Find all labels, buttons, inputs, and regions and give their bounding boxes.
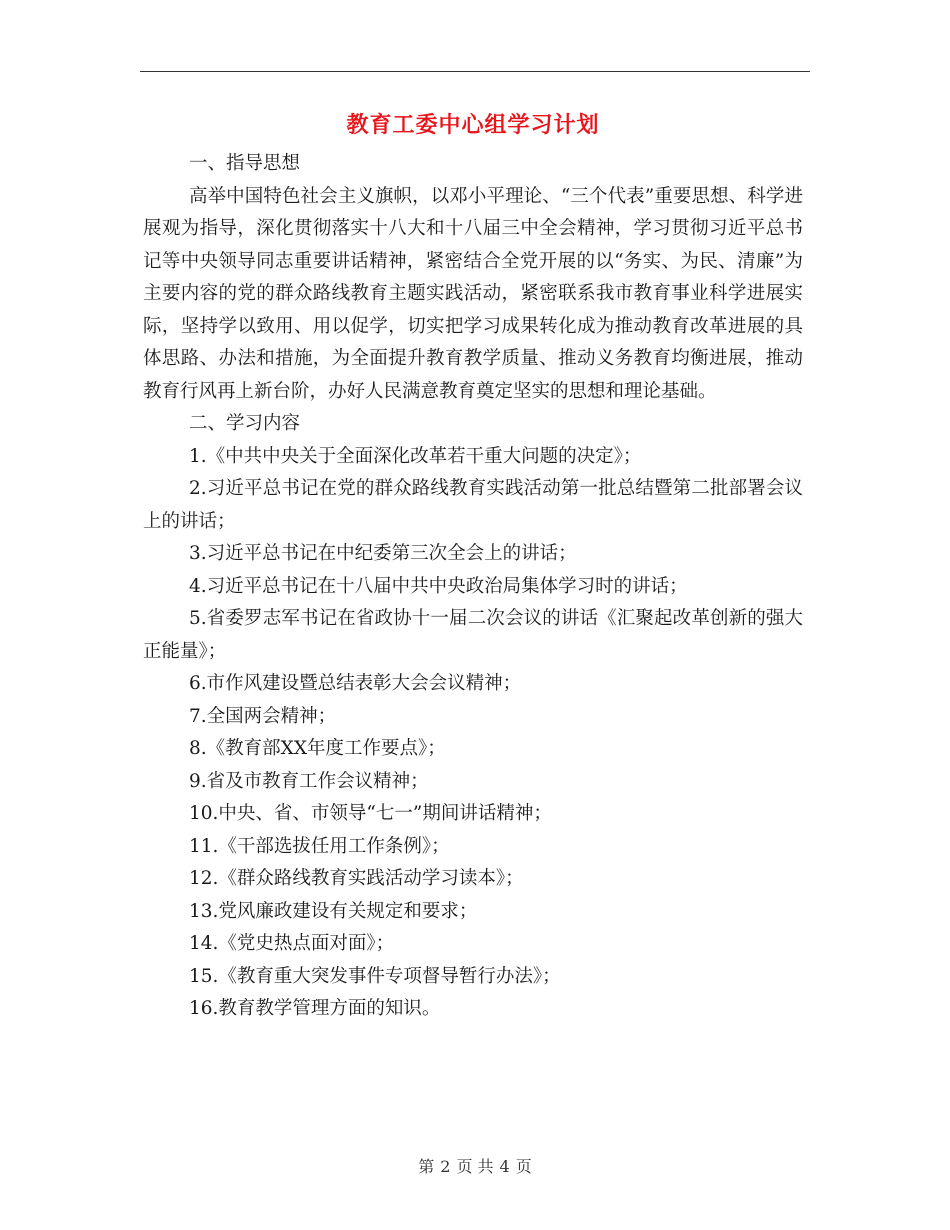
page-footer [0, 1154, 950, 1177]
list-item: 13.党风廉政建设有关规定和要求； [189, 900, 478, 922]
list-item: 12.《群众路线教育实践活动学习读本》； [189, 868, 524, 889]
list-item: 3.习近平总书记在中纪委第三次全会上的讲话； [189, 543, 577, 564]
list-item: 4.习近平总书记在十八届中共中央政治局集体学习时的讲话； [189, 575, 688, 597]
section-body-guiding-ideology: 高举中国特色社会主义旗帜，以邓小平理论、“三个代表”重要思想、科学进展观为指导，深化贯彻落实十八大和十八届三中全会精神，学习贯彻习近平总书记等中央领导同志重要讲话精神，紧密结合全党开展的以“务实、为民、清廉”为主要内容的党的群众路线教育主题实践活动，紧密联系我市教育事业科学进展实际，坚持学以致用、用以促学，切实把学习成果转化成为推动教育改革进展的具体思路、办法和措施，为全面提升教育教学质量、推动义务教育均衡进展，推动教育行风再上新台阶，办好人民满意教育奠定坚实的思想和理论基础。 [143, 185, 803, 402]
list-item: 15.《教育重大突发事件专项督导暂行办法》； [189, 965, 561, 987]
list-item: 10.中央、省、市领导“七一”期间讲话精神； [189, 803, 552, 824]
section-heading-guiding-ideology: 一、指导思想 [189, 153, 301, 174]
list-item: 5.省委罗志军书记在省政协十一届二次会议的讲话《汇聚起改革创新的强大正能量》； [143, 608, 803, 662]
list-item: 1.《中共中央关于全面深化改革若干重大问题的决定》； [189, 445, 642, 467]
footer-page-number: 2 [440, 1157, 451, 1176]
footer-total-pages: 4 [499, 1157, 510, 1176]
list-item: 8.《教育部XX年度工作要点》； [189, 738, 446, 759]
list-item: 6.市作风建设暨总结表彰大会会议精神； [189, 673, 522, 694]
list-item: 16.教育教学管理方面的知识。 [189, 998, 441, 1019]
study-items-list [143, 441, 803, 1026]
document-body [143, 110, 803, 1026]
footer-middle: 页 共 [456, 1157, 494, 1176]
footer-suffix: 页 [515, 1157, 532, 1176]
footer-prefix: 第 [418, 1157, 435, 1176]
list-item: 7.全国两会精神； [189, 705, 337, 727]
header-rule [140, 71, 810, 72]
list-item: 2.习近平总书记在党的群众路线教育实践活动第一批总结暨第二批部署会议上的讲话； [143, 478, 803, 532]
section-heading-study-content: 二、学习内容 [189, 413, 301, 434]
document-title: 教育工委中心组学习计划 [346, 112, 600, 138]
list-item: 9.省及市教育工作会议精神； [189, 770, 429, 792]
list-item: 11.《干部选拔任用工作条例》； [189, 835, 450, 857]
list-item: 14.《党史热点面对面》； [189, 933, 395, 954]
